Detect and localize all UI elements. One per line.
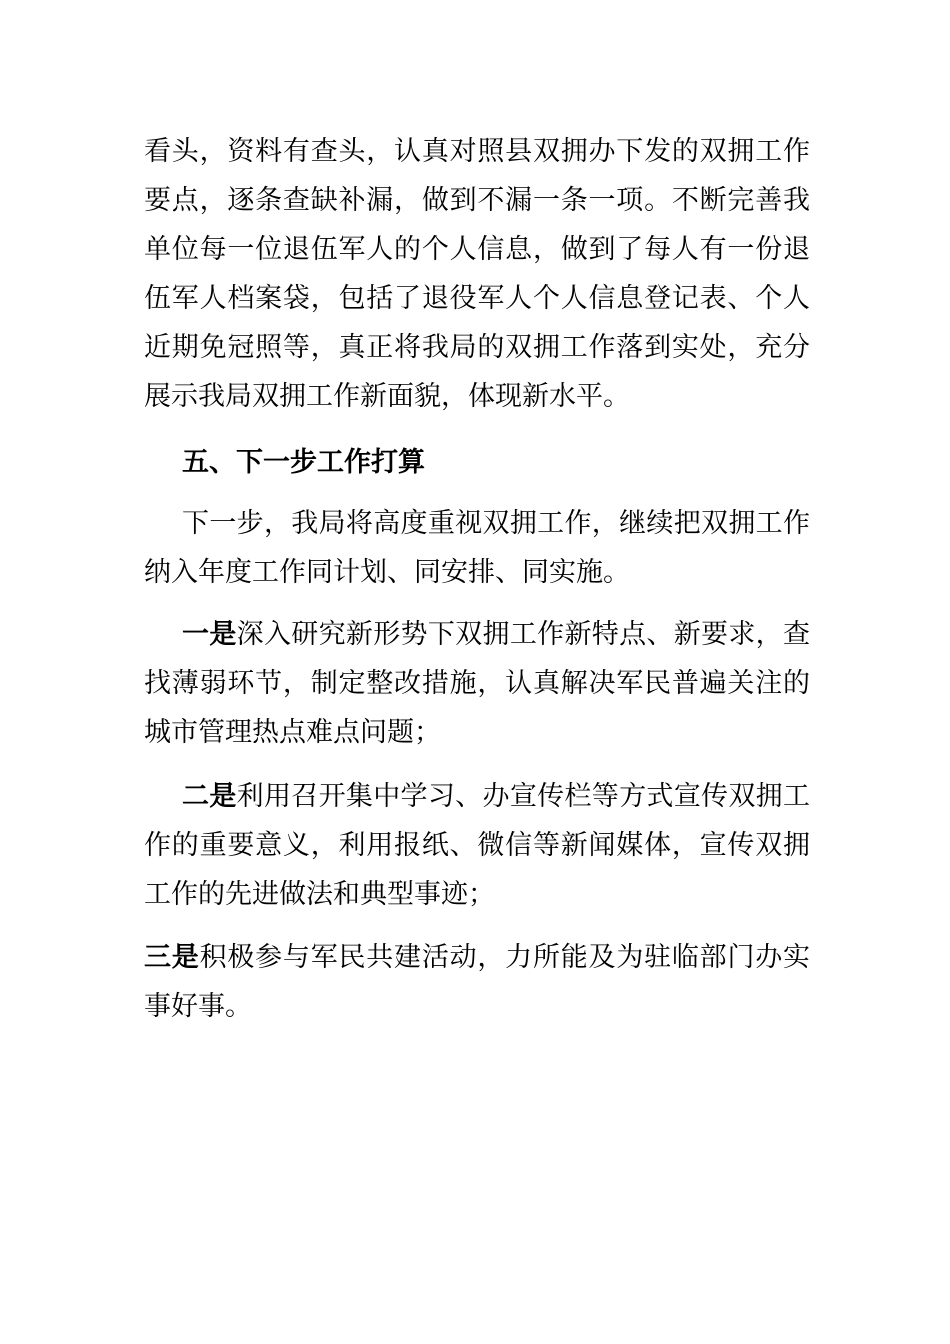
paragraph-next-steps-intro: 下一步，我局将高度重视双拥工作，继续把双拥工作纳入年度工作同计划、同安排、同实施。 bbox=[144, 508, 810, 588]
list-item-second-text: 利用召开集中学习、办宣传栏等方式宣传双拥工作的重要意义，利用报纸、微信等新闻媒体，宣传双拥工作的先进做法和典型事迹； bbox=[144, 781, 811, 910]
list-item-third-text: 积极参与军民共建活动，力所能及为驻临部门办实事好事。 bbox=[144, 942, 811, 1022]
list-item-third-lead: 三是 bbox=[144, 942, 200, 973]
section-heading-next-steps: 五、下一步工作打算 bbox=[182, 447, 425, 478]
list-item-first bbox=[144, 610, 810, 757]
list-item-second bbox=[144, 772, 810, 919]
list-item-first-lead: 一是 bbox=[182, 619, 237, 650]
list-item-first-text: 深入研究新形势下双拥工作新特点、新要求，查找薄弱环节，制定整改措施，认真解决军民普遍关注的城市管理热点难点问题； bbox=[144, 619, 811, 748]
list-item-third bbox=[144, 933, 810, 1031]
paragraph-archives: 看头，资料有查头，认真对照县双拥办下发的双拥工作要点，逐条查缺补漏，做到不漏一条一项。不断完善我单位每一位退伍军人的个人信息，做到了每人有一份退伍军人档案袋，包括了退役军人个人信息登记表、个人近期免冠照等，真正将我局的双拥工作落到实处，充分展示我局双拥工作新面貌，体现新水平。 bbox=[144, 136, 810, 412]
list-item-second-lead: 二是 bbox=[182, 781, 237, 812]
